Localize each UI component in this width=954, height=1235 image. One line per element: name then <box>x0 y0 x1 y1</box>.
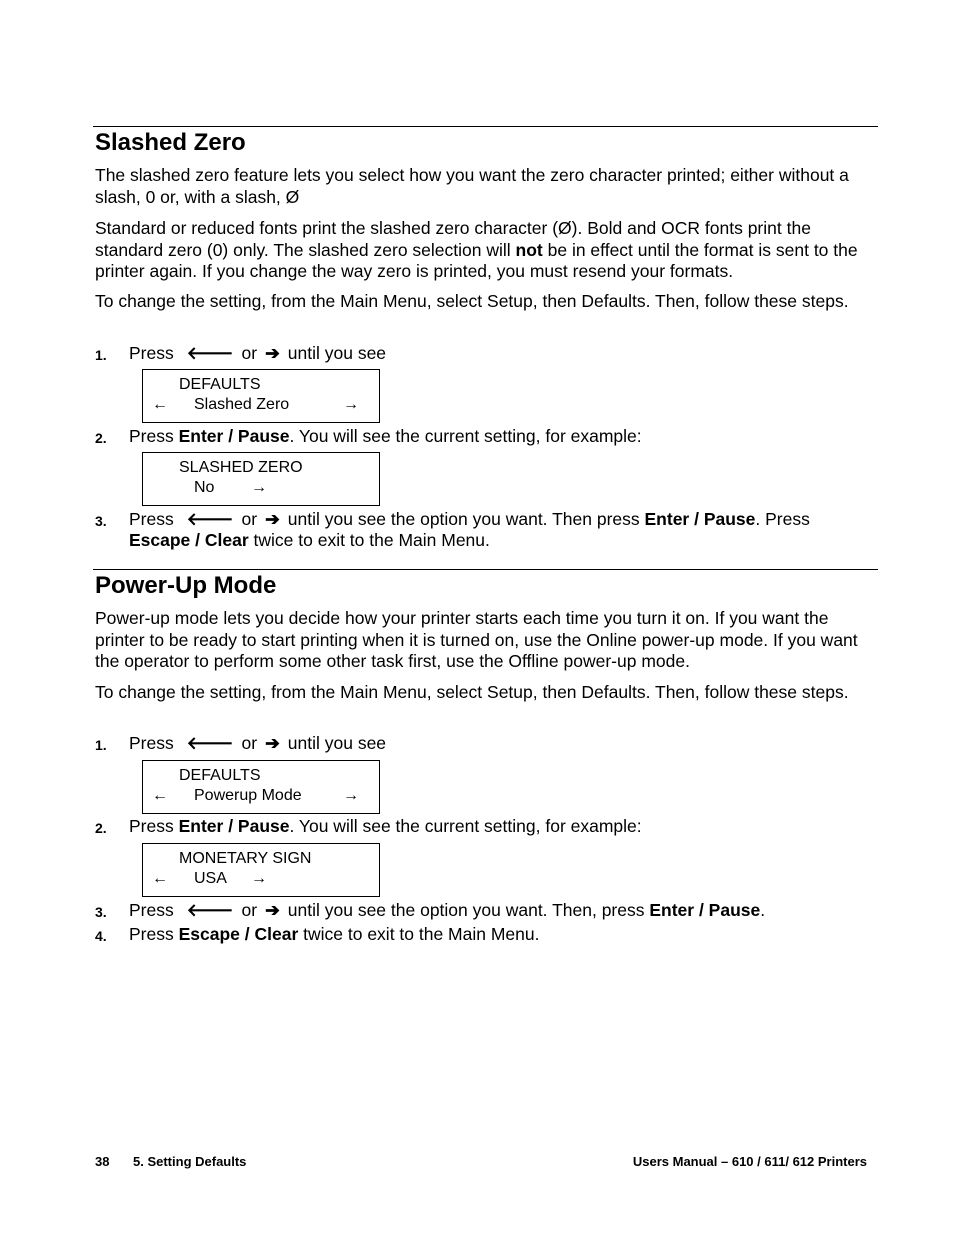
section-divider <box>93 126 878 127</box>
intro-paragraph: Power-up mode lets you decide how your printer starts each time you turn it on. If you want the printer to be ready to start printing when it is turned on, use the Online power-up mode. If you want the operator to perform some other task first, use the Offline power-up mode. <box>95 608 858 671</box>
section-title: Power-Up Mode <box>95 572 277 599</box>
intro-paragraph: The slashed zero feature lets you select how you want the zero character printed; either without a slash, 0 or, with a slash, Ø <box>95 165 849 207</box>
section-title: Slashed Zero <box>95 129 246 156</box>
section-slashed-zero <box>95 128 878 158</box>
lcd-display: SLASHED ZERO No → <box>142 452 380 506</box>
chapter-title: 5. Setting Defaults <box>133 1154 247 1169</box>
left-arrow-icon: 🡐 <box>186 900 234 920</box>
right-arrow-icon: → <box>343 787 359 804</box>
right-arrow-icon: ➔ <box>265 343 280 363</box>
section-divider <box>93 569 878 570</box>
right-arrow-icon: → <box>251 479 267 496</box>
left-arrow-icon: ← <box>152 870 168 887</box>
instructions-paragraph: To change the setting, from the Main Menu, select Setup, then Defaults. Then, follow these steps. <box>95 682 849 702</box>
page-number: 38 <box>95 1154 110 1169</box>
left-arrow-icon: ← <box>152 787 168 804</box>
section-power-up-mode <box>95 571 878 601</box>
right-arrow-icon: → <box>251 870 267 887</box>
right-arrow-icon: ➔ <box>265 509 280 529</box>
manual-title: Users Manual – 610 / 611/ 612 Printers <box>632 1154 867 1169</box>
right-arrow-icon: → <box>343 396 359 413</box>
instructions-paragraph: To change the setting, from the Main Menu, select Setup, then Defaults. Then, follow these steps. <box>95 291 849 311</box>
left-arrow-icon: 🡐 <box>186 509 234 529</box>
lcd-display: MONETARY SIGN ← USA → <box>142 843 380 897</box>
fonts-paragraph: Standard or reduced fonts print the slashed zero character (Ø). Bold and OCR fonts print the standard zero (0) only. The slashed zero selection will not be in effect until the format is sent to the printer again. If you change the way zero is printed, you must resend your formats. <box>95 218 858 281</box>
left-arrow-icon: 🡐 <box>186 733 234 753</box>
lcd-display: DEFAULTS ← Slashed Zero → <box>142 369 380 423</box>
left-arrow-icon: 🡐 <box>186 343 234 363</box>
right-arrow-icon: ➔ <box>265 900 280 920</box>
lcd-display: DEFAULTS ← Powerup Mode → <box>142 760 380 814</box>
left-arrow-icon: ← <box>152 396 168 413</box>
right-arrow-icon: ➔ <box>265 733 280 753</box>
